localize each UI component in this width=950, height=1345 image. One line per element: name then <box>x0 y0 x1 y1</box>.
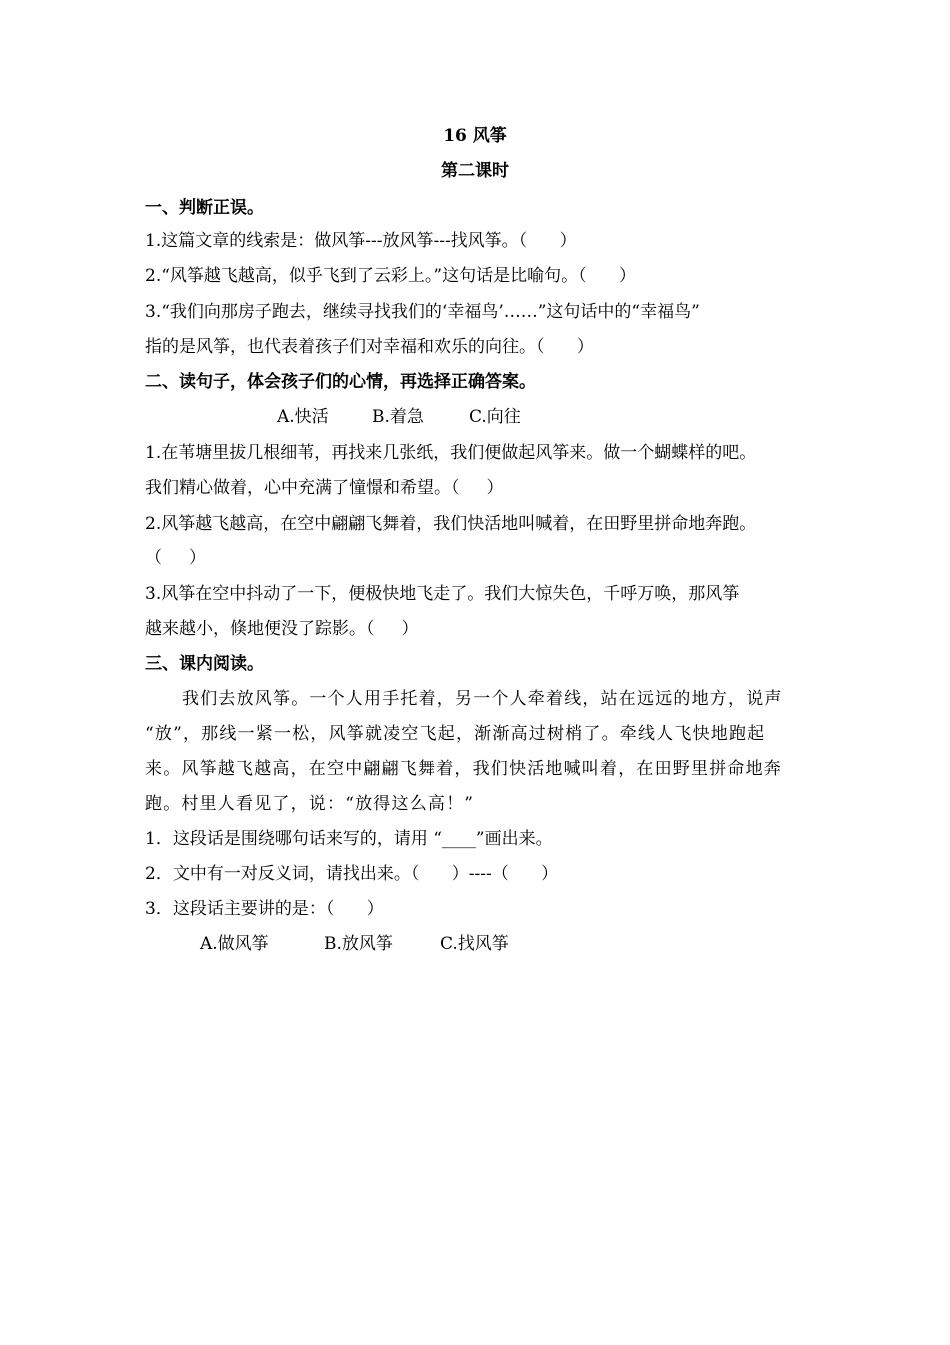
section2-heading: 二、读句子，体会孩子们的心情，再选择正确答案。 <box>145 372 536 392</box>
section3-option-c: C.找风筝 <box>440 934 509 954</box>
section3-question-1: 1．这段话是围绕哪句话来写的，请用 “____”画出来。 <box>145 829 553 849</box>
section1-heading: 一、判断正误。 <box>145 198 264 218</box>
section3-question-2: 2．文中有一对反义词，请找出来。（ ）----（ ） <box>145 864 559 884</box>
section3-heading: 三、课内阅读。 <box>145 654 264 674</box>
section2-question-2-line2: （ ） <box>145 548 207 568</box>
reading-passage-line4: 跑。村里人看见了，说：“放得这么高！” <box>145 794 475 814</box>
section2-question-1-line2: 我们精心做着，心中充满了憧憬和希望。（ ） <box>145 478 504 498</box>
reading-passage-line2: “放”，那线一紧一松，风筝就凌空飞起，渐渐高过树梢了。牵线人飞快地跑起 <box>145 724 766 744</box>
section3-option-a: A.做风筝 <box>200 934 269 954</box>
section1-question-2: 2.“风筝越飞越高，似乎飞到了云彩上。”这句话是比喻句。（ ） <box>145 266 637 286</box>
section3-option-b: B.放风筝 <box>324 934 393 954</box>
section2-question-1-line1: 1.在苇塘里拔几根细苇，再找来几张纸，我们便做起风筝来。做一个蝴蝶样的吧。 <box>145 443 757 463</box>
section2-option-a: A.快活 <box>277 407 329 427</box>
section2-question-3-line1: 3.风筝在空中抖动了一下，便极快地飞走了。我们大惊失色，千呼万唤，那风筝 <box>145 584 740 604</box>
page-title: 16 风筝 <box>443 126 507 146</box>
section2-question-2-line1: 2.风筝越飞越高，在空中翩翩飞舞着，我们快活地叫喊着，在田野里拼命地奔跑。 <box>145 514 757 534</box>
section2-question-3-line2: 越来越小，倏地便没了踪影。（ ） <box>145 619 419 639</box>
section1-question-3-line1: 3.“我们向那房子跑去，继续寻找我们的‘幸福鸟’……”这句话中的“幸福鸟” <box>145 302 700 322</box>
reading-passage-line3: 来。风筝越飞越高，在空中翩翩飞舞着，我们快活地喊叫着，在田野里拼命地奔 <box>145 759 782 779</box>
section1-question-3-line2: 指的是风筝，也代表着孩子们对幸福和欢乐的向往。（ ） <box>145 337 594 357</box>
section3-question-3: 3．这段话主要讲的是：（ ） <box>145 899 384 919</box>
page-subtitle: 第二课时 <box>441 161 509 181</box>
section1-question-1: 1.这篇文章的线索是：做风筝---放风筝---找风筝。（ ） <box>145 231 577 251</box>
reading-passage-line1: 我们去放风筝。一个人用手托着，另一个人牵着线，站在远远的地方，说声 <box>182 689 783 709</box>
section2-option-b: B.着急 <box>372 407 424 427</box>
section2-option-c: C.向往 <box>469 407 521 427</box>
